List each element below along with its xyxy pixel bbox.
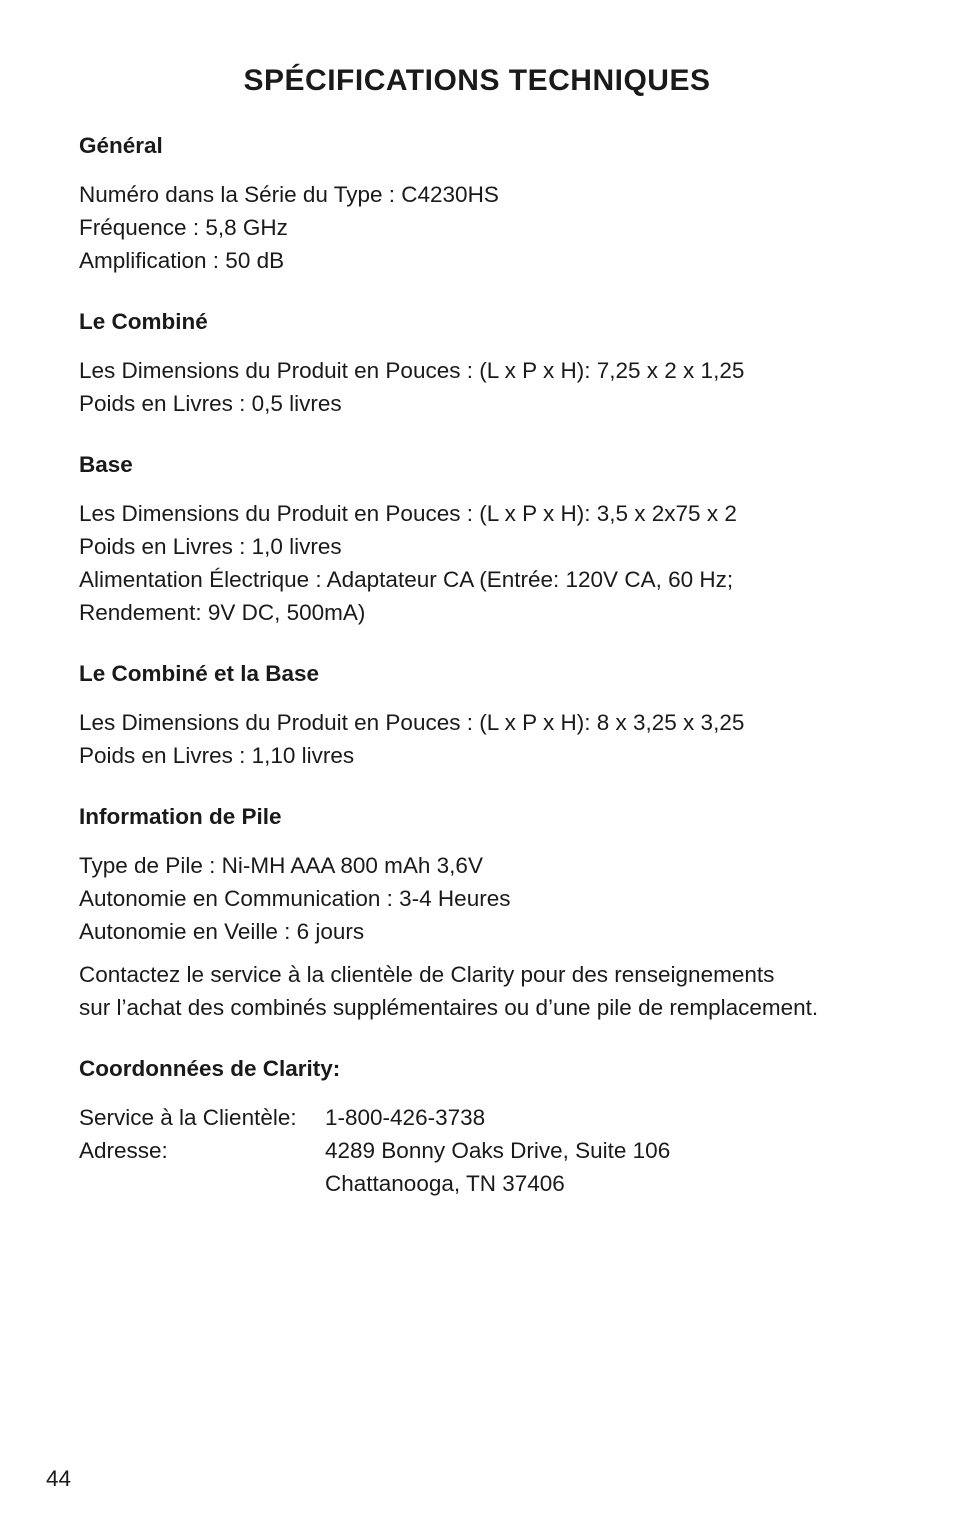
spec-line: Poids en Livres : 1,0 livres (79, 534, 342, 559)
contact-row-service (79, 1101, 899, 1134)
note-line: Contactez le service à la clientèle de Clarity pour des renseignements (79, 962, 775, 987)
spec-line: Alimentation Électrique : Adaptateur CA (Entrée: 120V CA, 60 Hz; (79, 567, 734, 592)
spec-line: Les Dimensions du Produit en Pouces : (L x P x H): 3,5 x 2x75 x 2 (79, 501, 737, 526)
spec-line: Les Dimensions du Produit en Pouces : (L x P x H): 7,25 x 2 x 1,25 (79, 358, 745, 383)
spec-line: Les Dimensions du Produit en Pouces : (L x P x H): 8 x 3,25 x 3,25 (79, 710, 745, 735)
section-handset (79, 306, 899, 420)
page-title: SPÉCIFICATIONS TECHNIQUES (243, 64, 711, 97)
spec-line: Autonomie en Communication : 3-4 Heures (79, 886, 511, 911)
spec-line: Fréquence : 5,8 GHz (79, 215, 288, 240)
section-heading: Coordonnées de Clarity: (79, 1056, 341, 1081)
section-base (79, 449, 899, 629)
contact-row-address-2 (79, 1167, 899, 1200)
address-label: Adresse: (79, 1138, 168, 1163)
section-heading: Le Combiné et la Base (79, 661, 320, 686)
section-general (79, 130, 899, 277)
spec-line: Poids en Livres : 1,10 livres (79, 743, 355, 768)
section-heading: Le Combiné (79, 309, 208, 334)
section-heading: Base (79, 452, 133, 477)
battery-note (79, 958, 899, 1024)
spec-line: Amplification : 50 dB (79, 248, 285, 273)
address-line-2: Chattanooga, TN 37406 (325, 1171, 565, 1196)
note-line: sur l’achat des combinés supplémentaires ou d’une pile de remplacement. (79, 995, 819, 1020)
contact-row-address (79, 1134, 899, 1167)
spec-content (79, 130, 899, 1229)
section-heading: Général (79, 133, 163, 158)
section-battery (79, 801, 899, 1024)
spec-line: Numéro dans la Série du Type : C4230HS (79, 182, 499, 207)
spec-line: Autonomie en Veille : 6 jours (79, 919, 365, 944)
address-label-spacer (79, 1167, 325, 1200)
service-label: Service à la Clientèle: (79, 1105, 297, 1130)
address-line-1: 4289 Bonny Oaks Drive, Suite 106 (325, 1138, 671, 1163)
section-contact (79, 1053, 899, 1200)
section-heading: Information de Pile (79, 804, 282, 829)
section-handset-and-base (79, 658, 899, 772)
spec-line: Poids en Livres : 0,5 livres (79, 391, 342, 416)
spec-line: Rendement: 9V DC, 500mA) (79, 600, 366, 625)
spec-line: Type de Pile : Ni-MH AAA 800 mAh 3,6V (79, 853, 483, 878)
service-phone: 1-800-426-3738 (325, 1105, 486, 1130)
page-number: 44 (46, 1466, 72, 1491)
